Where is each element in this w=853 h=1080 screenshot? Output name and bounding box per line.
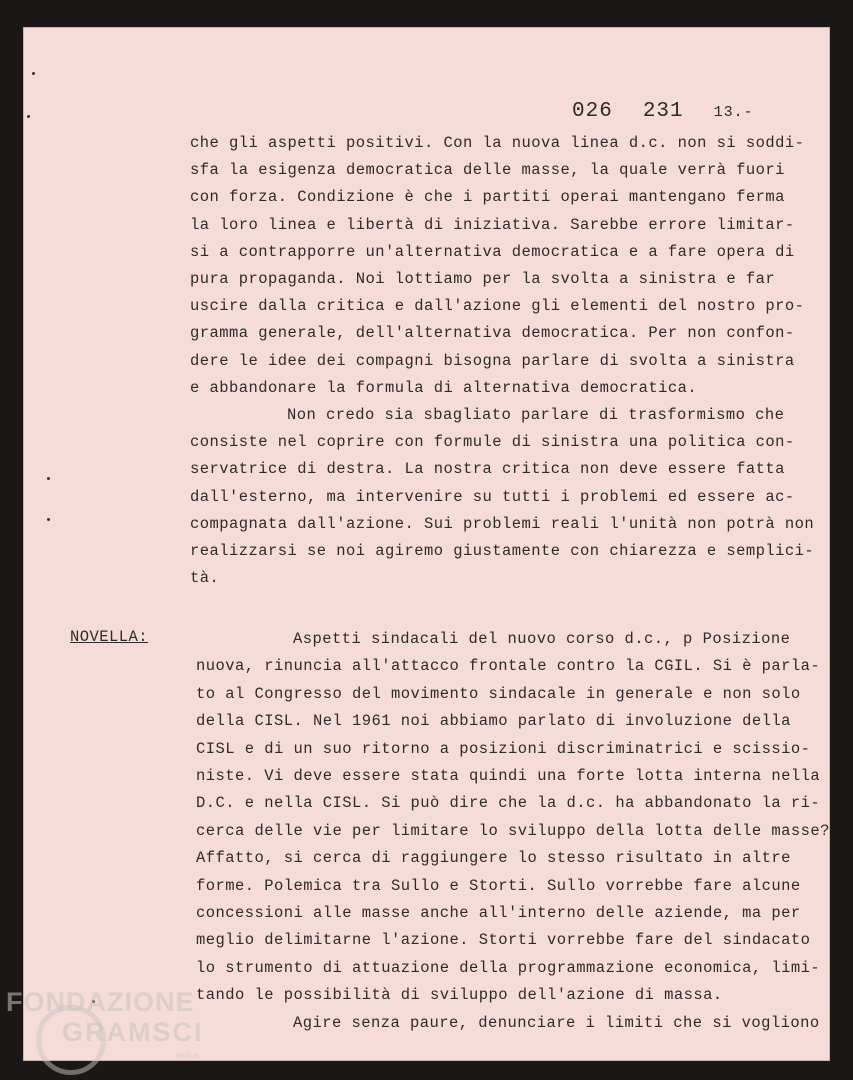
- text-line: nuova, rinuncia all'attacco frontale contro la CGIL. Si è parla-: [196, 657, 821, 676]
- archive-number-1: 026: [572, 100, 613, 123]
- speaker-label: NOVELLA:: [70, 628, 149, 646]
- text-line: dere le idee dei compagni bisogna parlare di svolta a sinistra: [190, 351, 795, 370]
- text-line: to al Congresso del movimento sindacale in generale e non solo: [196, 684, 801, 703]
- watermark-line-3: onlus: [176, 1051, 200, 1062]
- text-line: compagnata dall'azione. Sui problemi reali l'unità non potrà non: [190, 514, 815, 533]
- text-line: lo strumento di attuazione della programmazione economica, limi-: [196, 958, 821, 977]
- margin-mark: [47, 477, 50, 480]
- page-number: 13.-: [713, 104, 754, 121]
- text-line: con forza. Condizione è che i partiti operai mantengano ferma: [190, 188, 785, 207]
- margin-mark: [32, 72, 35, 75]
- text-line: servatrice di destra. La nostra critica non deve essere fatta: [190, 460, 785, 479]
- text-line: realizzarsi se noi agiremo giustamente con chiarezza e semplici-: [190, 542, 815, 561]
- text-line: CISL e di un suo ritorno a posizioni discriminatrici e scissio-: [196, 739, 811, 758]
- text-line: cerca delle vie per limitare lo sviluppo della lotta delle masse?: [196, 821, 830, 840]
- text-line: si a contrapporre un'alternativa democratica e a fare opera di: [190, 242, 795, 261]
- margin-mark: [47, 518, 50, 521]
- speech-block: [196, 626, 830, 1037]
- text-line: Affatto, si cerca di raggiungere lo stesso risultato in altre: [196, 849, 791, 868]
- text-line: Agire senza paure, denunciare i limiti che si vogliono: [293, 1013, 820, 1032]
- text-line: forme. Polemica tra Sullo e Storti. Sullo vorrebbe fare alcune: [196, 876, 801, 895]
- fondazione-gramsci-watermark: [0, 985, 260, 1080]
- text-line: tando le possibilità di sviluppo dell'azione di massa.: [196, 986, 723, 1005]
- watermark-line-1: FONDAZIONE: [6, 987, 195, 1017]
- text-line: sfa la esigenza democratica delle masse, la quale verrà fuori: [190, 161, 785, 180]
- text-line: D.C. e nella CISL. Si può dire che la d.c. ha abbandonato la ri-: [196, 794, 821, 813]
- text-line: che gli aspetti positivi. Con la nuova linea d.c. non si soddi-: [190, 134, 805, 152]
- archive-stamp: [572, 100, 754, 123]
- text-line: uscire dalla critica e dall'azione gli elementi del nostro pro-: [190, 297, 805, 316]
- text-line: della CISL. Nel 1961 noi abbiamo parlato di involuzione della: [196, 712, 791, 731]
- text-line: Aspetti sindacali del nuovo corso d.c., p Posizione: [293, 630, 791, 648]
- archive-number-2: 231: [642, 100, 684, 123]
- text-line: e abbandonare la formula di alternativa democratica.: [190, 378, 698, 397]
- text-line: pura propaganda. Noi lottiamo per la svolta a sinistra e far: [190, 270, 776, 289]
- margin-mark: [27, 115, 30, 118]
- text-line: Non credo sia sbagliato parlare di trasformismo che: [287, 406, 785, 425]
- text-line: dall'esterno, ma intervenire su tutti i problemi ed essere ac-: [190, 487, 795, 506]
- text-line: consiste nel coprire con formule di sinistra una politica con-: [190, 433, 795, 452]
- text-line: concessioni alle masse anche all'interno delle aziende, ma per: [196, 904, 801, 923]
- text-line: meglio delimitarne l'azione. Storti vorrebbe fare del sindacato: [196, 931, 811, 950]
- watermark-line-2: GRAMSCI: [62, 1017, 204, 1047]
- text-line: tà.: [190, 569, 220, 588]
- text-line: niste. Vi deve essere stata quindi una forte lotta interna nella: [196, 767, 821, 786]
- paragraph-block: [190, 130, 815, 592]
- text-line: la loro linea e libertà di iniziativa. Sarebbe errore limitar-: [190, 215, 795, 234]
- text-line: gramma generale, dell'alternativa democratica. Per non confon-: [190, 324, 795, 343]
